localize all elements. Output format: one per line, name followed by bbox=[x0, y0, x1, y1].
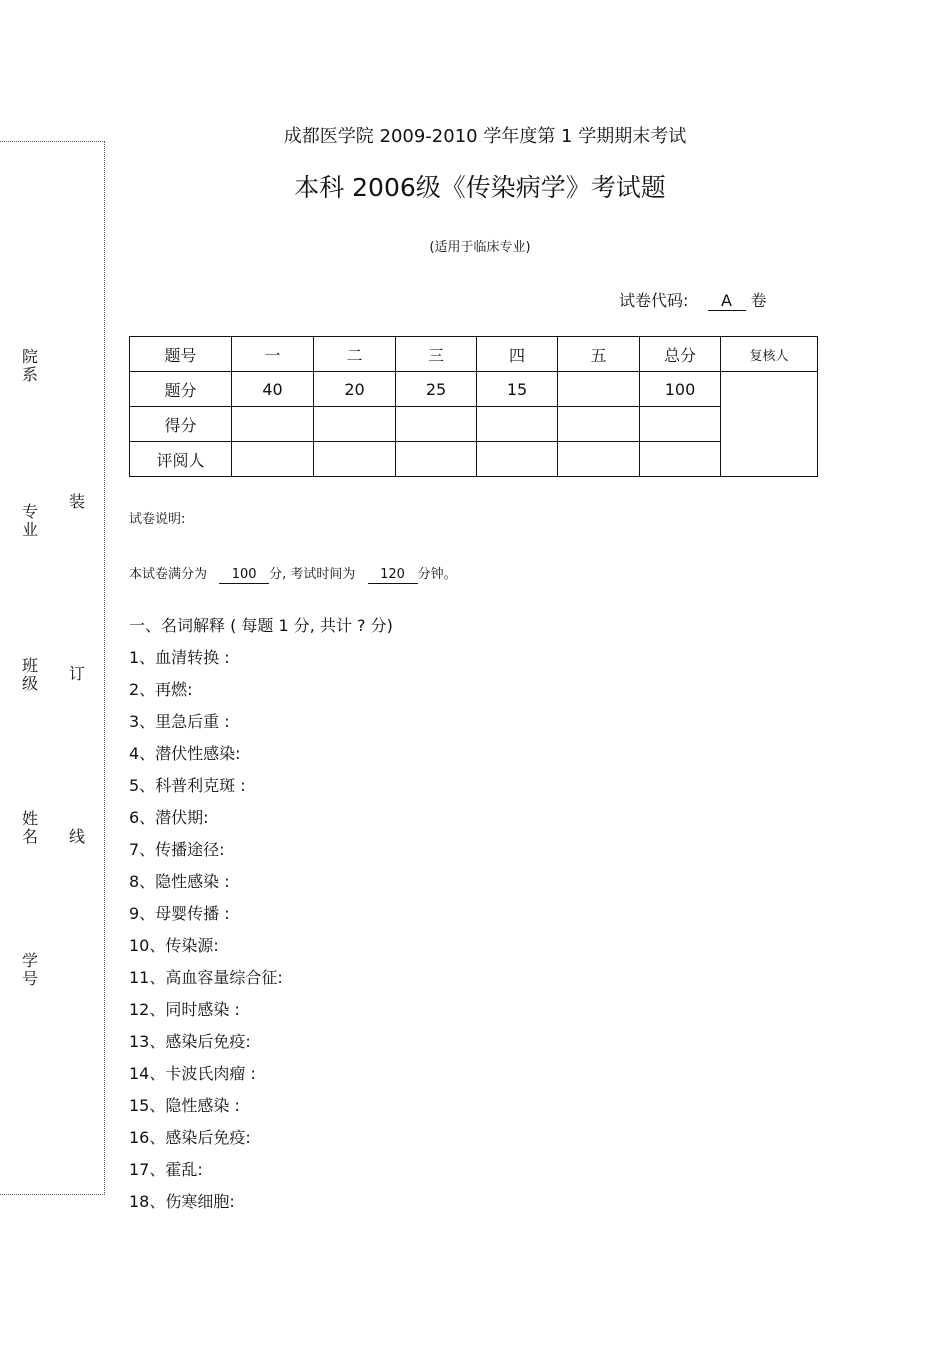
table-cell bbox=[558, 407, 640, 442]
question-item: 15、隐性感染 : bbox=[129, 1096, 240, 1115]
question-item: 8、隐性感染 : bbox=[129, 872, 230, 891]
table-row bbox=[130, 337, 818, 372]
table-cell: 15 bbox=[477, 372, 558, 407]
question-item: 3、里急后重 : bbox=[129, 712, 230, 731]
table-header-cell: 一 bbox=[232, 337, 314, 372]
table-header-cell: 五 bbox=[558, 337, 640, 372]
question-item: 18、伤寒细胞: bbox=[129, 1192, 235, 1211]
table-cell: 20 bbox=[314, 372, 396, 407]
question-item: 2、再燃: bbox=[129, 680, 193, 699]
question-item: 7、传播途径: bbox=[129, 840, 225, 859]
table-cell bbox=[396, 442, 477, 477]
instructions-label: 试卷说明: bbox=[129, 512, 186, 527]
label-student-id: 学号 bbox=[21, 951, 38, 988]
question-item: 1、血清转换 : bbox=[129, 648, 230, 667]
question-item: 4、潜伏性感染: bbox=[129, 744, 241, 763]
table-cell: 100 bbox=[640, 372, 721, 407]
table-cell bbox=[232, 407, 314, 442]
paper-code-suffix: 卷 bbox=[750, 291, 767, 310]
table-cell bbox=[314, 407, 396, 442]
question-item: 12、同时感染 : bbox=[129, 1000, 240, 1019]
exam-title: 本科 2006级《传染病学》考试题 bbox=[294, 173, 666, 202]
question-item: 17、霍乱: bbox=[129, 1160, 203, 1179]
question-item: 13、感染后免疫: bbox=[129, 1032, 251, 1051]
exam-time-suffix: 分钟。 bbox=[417, 567, 457, 582]
table-row-header: 得分 bbox=[130, 407, 232, 442]
reviewer-cell bbox=[721, 372, 818, 477]
paper-code bbox=[619, 288, 767, 311]
table-cell: 40 bbox=[232, 372, 314, 407]
table-row bbox=[130, 442, 818, 477]
binding-mark-ding: 订 bbox=[68, 664, 85, 683]
question-item: 14、卡波氏肉瘤 : bbox=[129, 1064, 256, 1083]
exam-header: 成都医学院 2009-2010 学年度第 1 学期期末考试 bbox=[283, 126, 687, 147]
table-row bbox=[130, 372, 818, 407]
table-header-cell: 三 bbox=[396, 337, 477, 372]
question-item: 5、科普利克斑 : bbox=[129, 776, 246, 795]
full-score-prefix: 本试卷满分为 bbox=[129, 567, 208, 582]
question-item: 10、传染源: bbox=[129, 936, 219, 955]
full-score-value: 100 bbox=[219, 568, 269, 584]
question-list bbox=[129, 646, 283, 1222]
section-heading: 一、名词解释 ( 每题 1 分, 共计 ? 分) bbox=[129, 616, 393, 635]
label-department: 院系 bbox=[21, 347, 38, 384]
table-header-cell: 题号 bbox=[130, 337, 232, 372]
instructions-line bbox=[129, 563, 457, 584]
table-cell bbox=[640, 442, 721, 477]
label-major: 专业 bbox=[21, 502, 38, 539]
table-row-header: 题分 bbox=[130, 372, 232, 407]
exam-time-value: 120 bbox=[368, 568, 418, 584]
score-table bbox=[129, 336, 818, 477]
table-cell bbox=[640, 407, 721, 442]
label-name: 姓名 bbox=[21, 809, 38, 846]
question-item: 11、高血容量综合征: bbox=[129, 968, 283, 987]
table-cell bbox=[314, 442, 396, 477]
table-row bbox=[130, 407, 818, 442]
table-row-header: 评阅人 bbox=[130, 442, 232, 477]
label-class: 班级 bbox=[21, 656, 38, 693]
exam-subtitle: (适用于临床专业) bbox=[429, 240, 531, 255]
reviewer-header: 复核人 bbox=[721, 337, 818, 372]
table-header-cell: 二 bbox=[314, 337, 396, 372]
binding-mark-zhuang: 装 bbox=[68, 492, 85, 511]
question-item: 6、潜伏期: bbox=[129, 808, 209, 827]
table-cell bbox=[396, 407, 477, 442]
question-item: 9、母婴传播 : bbox=[129, 904, 230, 923]
table-cell bbox=[558, 442, 640, 477]
full-score-mid: 分, 考试时间为 bbox=[269, 567, 356, 582]
table-cell bbox=[477, 442, 558, 477]
paper-code-label: 试卷代码: bbox=[619, 291, 689, 310]
table-header-cell: 总分 bbox=[640, 337, 721, 372]
table-cell bbox=[477, 407, 558, 442]
table-header-cell: 四 bbox=[477, 337, 558, 372]
paper-code-value: A bbox=[708, 292, 746, 311]
table-cell: 25 bbox=[396, 372, 477, 407]
table-cell bbox=[232, 442, 314, 477]
binding-margin bbox=[0, 141, 105, 1195]
question-item: 16、感染后免疫: bbox=[129, 1128, 251, 1147]
binding-mark-xian: 线 bbox=[68, 827, 85, 846]
table-cell bbox=[558, 372, 640, 407]
